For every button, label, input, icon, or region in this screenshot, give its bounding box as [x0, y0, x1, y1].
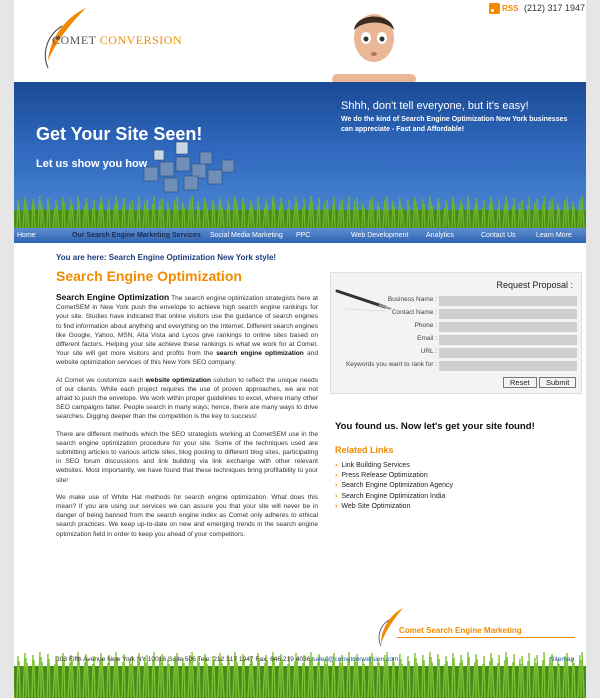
paragraph-2-end: solution to reflect the unique needs of our clients. While each project requires the use of proven approaches, we are not afraid to push the envelope. We work within proper guidelines to excel, where many other SEO campaigns falter. People search in many ways; hence, there are many ways to drive searches. Digging deeper than the competition is the key to success! [56, 376, 318, 421]
hero-banner [14, 82, 586, 228]
form-row-email [331, 335, 581, 346]
request-proposal-form [330, 272, 582, 394]
paragraph-1-text: The search engine optimization strategists here at CometSEM in New York push the envelope to achieve high search engine rankings for your site. Studies have indicated that online visitors use the guidance of search engines to find information about anything and everything on the Internet. Different search engines like Google, Yahoo, MSN, Alta Vista and Lycos give rankings to online sites based on different factors. Helping your site achieve these rankings is what we work for at Comet. Your site will get more visitors and profits from the [56, 295, 318, 358]
nav-contact-us[interactable]: Contact Us [481, 232, 516, 239]
business-name-label: Business Name : [387, 296, 437, 303]
related-link-seo-india[interactable]: › Search Engine Optimization India [335, 492, 453, 502]
keywords-label: Keywords you want to rank for : [345, 361, 437, 368]
related-links-title: Related Links [335, 445, 394, 455]
banner-subheadline: Let us show you how [36, 158, 148, 170]
reset-button[interactable]: Reset [503, 377, 537, 388]
logo-word-comet: COMET [52, 33, 97, 47]
email-label: Email : [417, 335, 437, 342]
paragraph-1-bold: search engine optimization [216, 350, 304, 358]
logo-wordmark [52, 33, 182, 48]
page [14, 0, 586, 698]
footer-logo-text: Comet Search Engine Marketing [399, 626, 522, 635]
main-nav [14, 228, 586, 243]
nav-home[interactable]: Home [17, 232, 36, 239]
form-row-url [331, 348, 581, 359]
url-field[interactable] [439, 348, 577, 358]
phone-field[interactable] [439, 322, 577, 332]
url-label: URL : [420, 348, 437, 355]
paragraph-1-end: and website optimization services of this New York SEO company. [56, 350, 318, 367]
related-link-link-building-services[interactable]: › Link Building Services [335, 461, 453, 471]
contact-name-field[interactable] [439, 309, 577, 319]
paragraph-2 [56, 376, 318, 422]
phone-number: (212) 317 1947 [524, 3, 586, 13]
submit-button[interactable]: Submit [539, 377, 576, 388]
form-title: Request Proposal : [496, 280, 573, 290]
lead-heading: Search Engine Optimization [56, 292, 170, 302]
nav-web-development[interactable]: Web Development [351, 232, 409, 239]
keywords-field[interactable] [439, 361, 577, 371]
paragraph-2-text: At Comet we customize each [56, 376, 146, 384]
footer-email-link[interactable]: sales@cometconversion.com [312, 656, 399, 663]
paragraph-3: There are different methods which the SEO strategists working at CometSEM use in the search engine optimization procedure for your site. Some of the techniques used are submitting articles to various article sites, blog posting to different blog sites, participating in SEO forum discussions and link building via link exchange with other relevant websites. Most importantly, we have found that these techniques bring profitability to your site! [56, 430, 318, 484]
related-link-web-site-optimization[interactable]: › Web Site Optimization [335, 502, 453, 512]
related-link-press-release-optimization[interactable]: › Press Release Optimization [335, 471, 453, 481]
footer-address [56, 656, 398, 663]
article-body [56, 293, 318, 547]
nav-analytics[interactable]: Analytics [426, 232, 455, 239]
nav-learn-more[interactable]: Learn More [536, 232, 572, 239]
logo-word-conversion: CONVERSION [99, 33, 183, 47]
found-us-heading: You found us. Now let's get your site found! [335, 421, 535, 432]
rss-icon [489, 3, 500, 14]
rss-label: RSS [502, 4, 519, 13]
paragraph-1 [56, 293, 318, 368]
form-row-phone [331, 322, 581, 333]
phone-label: Phone : [414, 322, 437, 329]
breadcrumb: You are here: Search Engine Optimization New York style! [56, 253, 277, 262]
email-field[interactable] [439, 335, 577, 345]
banner-tagline: Shhh, don't tell everyone, but it's easy! [341, 100, 529, 112]
contact-name-label: Contact Name : [391, 309, 437, 316]
nav-social-media-marketing[interactable]: Social Media Marketing [210, 232, 283, 239]
paragraph-4: We make use of White Hat methods for search engine optimization. What does this mean? If you are using our services we can assure you that your site will never be in danger of being banned from the search engine index as Comet only adheres to ethical search practices. We keep up-to-date on new and emerging trends in the search engine optimization field in order to keep you ahead of your competitors. [56, 493, 318, 538]
banner-subtagline: We do the kind of Search Engine Optimization New York businesses can appreciate - Fast and Affordable! [341, 116, 568, 133]
grass-graphic [14, 196, 586, 228]
form-row-business-name [331, 296, 581, 307]
sitemap-link[interactable]: Sitemap [550, 656, 575, 663]
related-link-seo-agency[interactable]: › Search Engine Optimization Agency [335, 481, 453, 491]
page-title: Search Engine Optimization [56, 268, 242, 284]
related-links-list [335, 461, 453, 512]
rss-link[interactable] [489, 3, 518, 14]
paragraph-2-bold: website optimization [145, 376, 211, 384]
form-row-contact-name [331, 309, 581, 320]
business-name-field[interactable] [439, 296, 577, 306]
form-row-keywords [331, 361, 581, 372]
nav-search-engine-marketing-services[interactable]: Our Search Engine Marketing Services [72, 232, 201, 239]
nav-ppc[interactable]: PPC [296, 232, 311, 239]
footer-address-text: 303 Fifth Avenue New York NY 10016 Suite 506 Tele: 212 317 1947 Fax: 646 219 4036 [56, 656, 313, 663]
banner-headline: Get Your Site Seen! [36, 124, 203, 144]
